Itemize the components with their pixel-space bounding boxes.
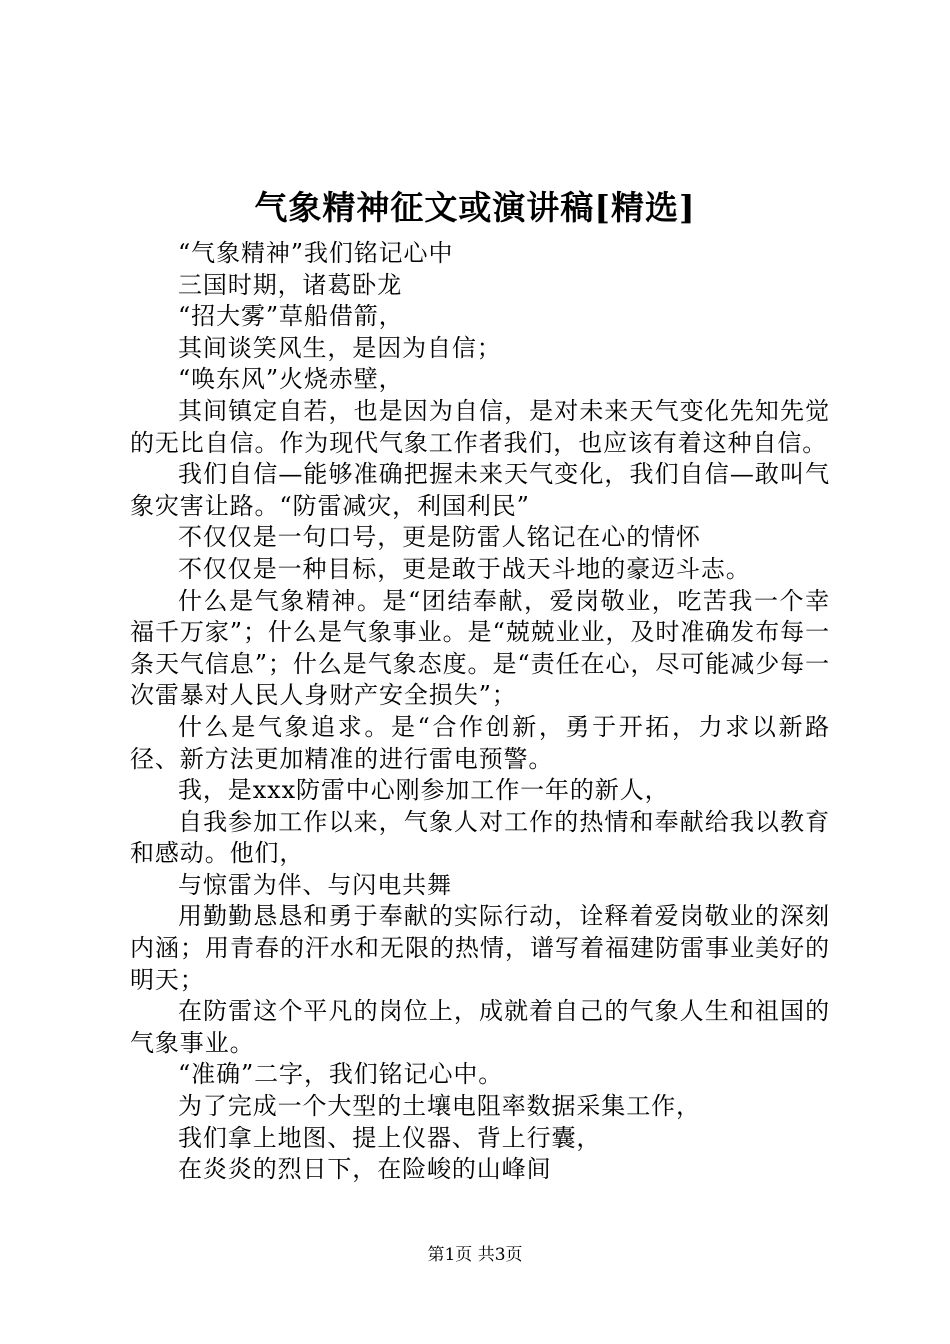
paragraph: “准确”二字，我们铭记心中。	[178, 1060, 504, 1089]
paragraph: 不仅仅是一句口号，更是防雷人铭记在心的情怀	[178, 523, 701, 552]
paragraph: “气象精神”我们铭记心中	[178, 239, 454, 267]
paragraph: 在防雷这个平凡的岗位上，成就着自己的气象人生和祖国的气象事业。	[130, 997, 830, 1057]
paragraph: 在炎炎的烈日下，在险峻的山峰间	[178, 1155, 552, 1184]
paragraph: 自我参加工作以来，气象人对工作的热情和奉献给我以教育和感动。他们，	[130, 807, 830, 868]
paragraph: 为了完成一个大型的土壤电阻率数据采集工作，	[178, 1092, 701, 1121]
paragraph: “唤东风”火烧赤壁，	[178, 365, 404, 394]
paragraph: 其间谈笑风生，是因为自信；	[178, 333, 502, 362]
paragraph: “招大雾”草船借箭，	[178, 302, 404, 331]
paragraph: 我们自信—能够准确把握未来天气变化，我们自信—敢叫气象灾害让路。“防雷减灾，利国利民”	[130, 460, 830, 520]
paragraph: 我，是xxx防雷中心刚参加工作一年的新人，	[178, 776, 670, 805]
paragraph: 三国时期，诸葛卧龙	[178, 270, 403, 299]
paragraph: 与惊雷为伴、与闪电共舞	[178, 870, 452, 899]
paragraph: 用勤勤恳恳和勇于奉献的实际行动，诠释着爱岗敬业的深刻内涵；用青春的汗水和无限的热情，谱写着福建防雷事业美好的明天；	[130, 902, 830, 994]
document-body	[130, 238, 830, 1186]
paragraph: 什么是气象精神。是“团结奉献，爱岗敬业，吃苦我一个幸福千万家”；什么是气象事业。是“兢兢业业，及时准确发布每一条天气信息”；什么是气象态度。是“责任在心，尽可能减少每一次雷暴对人民人身财产安全损失”；	[130, 586, 830, 710]
page-number-footer: 第1页 共3页	[427, 1245, 523, 1265]
paragraph: 我们拿上地图、提上仪器、背上行囊，	[178, 1123, 602, 1152]
paragraph: 不仅仅是一种目标，更是敢于战天斗地的豪迈斗志。	[178, 554, 751, 583]
document-title: 气象精神征文或演讲稿[精选]	[254, 188, 696, 227]
paragraph: 其间镇定自若，也是因为自信，是对未来天气变化先知先觉的无比自信。作为现代气象工作者我们，也应该有着这种自信。	[130, 396, 830, 457]
paragraph: 什么是气象追求。是“合作创新，勇于开拓，力求以新路径、新方法更加精准的进行雷电预警。	[130, 712, 830, 773]
